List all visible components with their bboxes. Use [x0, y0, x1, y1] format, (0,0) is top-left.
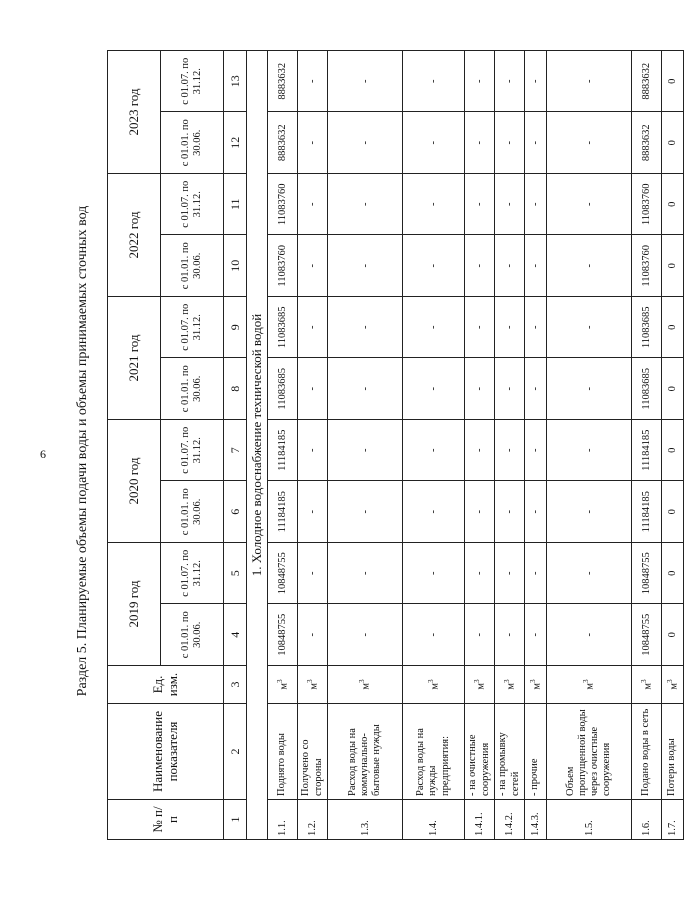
- row-number: 1.4.1.: [465, 800, 495, 840]
- value-cell: 0: [662, 604, 684, 666]
- unit-cell: $м^3$: [525, 666, 547, 704]
- indicator-name: Расход воды на коммунально-бытовые нужды: [328, 704, 403, 800]
- row-number: 1.7.: [662, 800, 684, 840]
- value-cell: 0: [662, 174, 684, 236]
- value-cell: -: [495, 174, 525, 236]
- column-number: 11: [224, 174, 247, 236]
- unit-cell: $м^3$: [403, 666, 465, 704]
- row-number: 1.4.: [403, 800, 465, 840]
- indicator-name: - на промывку сетей: [495, 704, 525, 800]
- value-cell: -: [298, 604, 328, 666]
- unit-cell: $м^3$: [495, 666, 525, 704]
- row-number: 1.4.2.: [495, 800, 525, 840]
- table-row: [328, 51, 403, 840]
- value-cell: -: [495, 604, 525, 666]
- value-cell: -: [298, 297, 328, 359]
- column-number: 8: [224, 358, 247, 420]
- value-cell: -: [328, 297, 403, 359]
- column-number: 9: [224, 297, 247, 359]
- header-name: Наименование показателя: [108, 704, 224, 800]
- column-number: 4: [224, 604, 247, 666]
- unit-cell: $м^3$: [547, 666, 632, 704]
- table-row: [403, 51, 465, 840]
- value-cell: -: [525, 112, 547, 174]
- value-cell: -: [525, 174, 547, 236]
- rotated-sheet: [75, 40, 680, 862]
- row-number: 1.3.: [328, 800, 403, 840]
- indicator-name: Объем пропущенной воды через очистные сооружения: [547, 704, 632, 800]
- value-cell: -: [298, 235, 328, 297]
- value-cell: -: [328, 604, 403, 666]
- value-cell: -: [525, 51, 547, 113]
- value-cell: -: [403, 420, 465, 482]
- value-cell: -: [547, 235, 632, 297]
- value-cell: -: [328, 543, 403, 605]
- column-number: 5: [224, 543, 247, 605]
- value-cell: 8883632: [632, 112, 662, 174]
- column-number: 2: [224, 704, 247, 800]
- value-cell: -: [547, 604, 632, 666]
- header-no: № п/п: [108, 800, 224, 840]
- table-row: [662, 51, 684, 840]
- value-cell: -: [328, 358, 403, 420]
- unit-cell: $м^3$: [328, 666, 403, 704]
- column-number: 12: [224, 112, 247, 174]
- value-cell: -: [403, 481, 465, 543]
- value-cell: -: [403, 543, 465, 605]
- value-cell: 11083685: [268, 297, 298, 359]
- value-cell: -: [298, 174, 328, 236]
- section-title: Раздел 5. Планируемые объемы подачи воды и объемы принимаемых сточных вод: [75, 205, 90, 697]
- value-cell: -: [298, 112, 328, 174]
- value-cell: 8883632: [268, 112, 298, 174]
- header-period-first: с 01.01. по 30.06.: [161, 112, 224, 174]
- row-number: 1.1.: [268, 800, 298, 840]
- value-cell: 0: [662, 297, 684, 359]
- subsection-title: 1. Холодное водоснабжение технической водой: [247, 51, 268, 840]
- value-cell: -: [525, 543, 547, 605]
- value-cell: -: [403, 112, 465, 174]
- value-cell: 10848755: [268, 543, 298, 605]
- value-cell: -: [495, 358, 525, 420]
- value-cell: 11083685: [632, 358, 662, 420]
- column-number: 13: [224, 51, 247, 113]
- unit-cell: $м^3$: [662, 666, 684, 704]
- value-cell: -: [525, 358, 547, 420]
- value-cell: 10848755: [632, 543, 662, 605]
- value-cell: 0: [662, 235, 684, 297]
- value-cell: -: [403, 358, 465, 420]
- page-number: 6: [40, 447, 46, 461]
- row-number: 1.6.: [632, 800, 662, 840]
- indicator-name: Расход воды на нужды предприятия:: [403, 704, 465, 800]
- value-cell: -: [465, 604, 495, 666]
- value-cell: -: [547, 420, 632, 482]
- water-volumes-table: [107, 50, 684, 840]
- header-period-first: с 01.01. по 30.06.: [161, 358, 224, 420]
- header-year-2020: 2020 год: [108, 420, 161, 543]
- value-cell: -: [465, 297, 495, 359]
- value-cell: 11083685: [268, 358, 298, 420]
- value-cell: -: [298, 543, 328, 605]
- value-cell: 0: [662, 51, 684, 113]
- value-cell: -: [328, 235, 403, 297]
- value-cell: 11184185: [268, 420, 298, 482]
- indicator-name: Поднято воды: [268, 704, 298, 800]
- unit-cell: $м^3$: [268, 666, 298, 704]
- value-cell: -: [465, 543, 495, 605]
- column-number-row: [224, 51, 247, 840]
- value-cell: -: [525, 420, 547, 482]
- value-cell: -: [465, 112, 495, 174]
- value-cell: 0: [662, 420, 684, 482]
- value-cell: -: [495, 112, 525, 174]
- column-number: 6: [224, 481, 247, 543]
- value-cell: -: [328, 112, 403, 174]
- value-cell: -: [525, 235, 547, 297]
- header-period-first: с 01.01. по 30.06.: [161, 604, 224, 666]
- value-cell: -: [328, 420, 403, 482]
- table-row: [298, 51, 328, 840]
- value-cell: 8883632: [268, 51, 298, 113]
- header-period-second: с 01.07. по 31.12.: [161, 174, 224, 236]
- value-cell: -: [525, 481, 547, 543]
- value-cell: 11184185: [632, 420, 662, 482]
- indicator-name: - прочие: [525, 704, 547, 800]
- value-cell: -: [465, 235, 495, 297]
- value-cell: -: [298, 420, 328, 482]
- unit-cell: $м^3$: [632, 666, 662, 704]
- header-year-2023: 2023 год: [108, 51, 161, 174]
- value-cell: -: [547, 51, 632, 113]
- indicator-name: Потери воды: [662, 704, 684, 800]
- value-cell: -: [495, 297, 525, 359]
- indicator-name: Получено со стороны: [298, 704, 328, 800]
- value-cell: 11083760: [268, 174, 298, 236]
- column-number: 10: [224, 235, 247, 297]
- value-cell: -: [465, 174, 495, 236]
- header-year-2021: 2021 год: [108, 297, 161, 420]
- header-period-second: с 01.07. по 31.12.: [161, 51, 224, 113]
- table-row: [547, 51, 632, 840]
- value-cell: -: [525, 604, 547, 666]
- table-body: [224, 51, 684, 840]
- value-cell: -: [495, 481, 525, 543]
- value-cell: -: [465, 420, 495, 482]
- value-cell: -: [403, 604, 465, 666]
- column-number: 3: [224, 666, 247, 704]
- value-cell: -: [403, 174, 465, 236]
- value-cell: 0: [662, 481, 684, 543]
- value-cell: -: [495, 51, 525, 113]
- header-year-2019: 2019 год: [108, 543, 161, 666]
- header-unit: Ед. изм.: [108, 666, 224, 704]
- value-cell: -: [298, 51, 328, 113]
- value-cell: -: [547, 543, 632, 605]
- table-row: [525, 51, 547, 840]
- value-cell: -: [465, 358, 495, 420]
- value-cell: -: [328, 174, 403, 236]
- value-cell: 0: [662, 358, 684, 420]
- value-cell: 11083760: [632, 235, 662, 297]
- subsection-row: [247, 51, 268, 840]
- value-cell: -: [547, 358, 632, 420]
- value-cell: -: [547, 174, 632, 236]
- header-year-2022: 2022 год: [108, 174, 161, 297]
- row-number: 1.2.: [298, 800, 328, 840]
- indicator-name: - на очистные сооружения: [465, 704, 495, 800]
- header-period-second: с 01.07. по 31.12.: [161, 543, 224, 605]
- value-cell: 10848755: [268, 604, 298, 666]
- value-cell: -: [495, 420, 525, 482]
- column-number: 1: [224, 800, 247, 840]
- value-cell: 11083760: [268, 235, 298, 297]
- value-cell: -: [495, 543, 525, 605]
- value-cell: 11184185: [268, 481, 298, 543]
- value-cell: 11184185: [632, 481, 662, 543]
- value-cell: -: [465, 51, 495, 113]
- table-row: [495, 51, 525, 840]
- value-cell: -: [298, 358, 328, 420]
- value-cell: 0: [662, 543, 684, 605]
- value-cell: -: [328, 51, 403, 113]
- value-cell: -: [328, 481, 403, 543]
- value-cell: 10848755: [632, 604, 662, 666]
- value-cell: -: [547, 297, 632, 359]
- value-cell: -: [403, 51, 465, 113]
- indicator-name: Подано воды в сеть: [632, 704, 662, 800]
- value-cell: -: [403, 297, 465, 359]
- unit-cell: $м^3$: [465, 666, 495, 704]
- value-cell: -: [465, 481, 495, 543]
- row-number: 1.4.3.: [525, 800, 547, 840]
- header-period-second: с 01.07. по 31.12.: [161, 297, 224, 359]
- header-period-first: с 01.01. по 30.06.: [161, 235, 224, 297]
- value-cell: 11083685: [632, 297, 662, 359]
- value-cell: -: [298, 481, 328, 543]
- value-cell: 11083760: [632, 174, 662, 236]
- value-cell: -: [547, 112, 632, 174]
- value-cell: -: [525, 297, 547, 359]
- value-cell: -: [547, 481, 632, 543]
- header-period-second: с 01.07. по 31.12.: [161, 420, 224, 482]
- table-row: [268, 51, 298, 840]
- header-period-first: с 01.01. по 30.06.: [161, 481, 224, 543]
- value-cell: -: [495, 235, 525, 297]
- table-row: [465, 51, 495, 840]
- table-row: [632, 51, 662, 840]
- column-number: 7: [224, 420, 247, 482]
- value-cell: 8883632: [632, 51, 662, 113]
- unit-cell: $м^3$: [298, 666, 328, 704]
- row-number: 1.5.: [547, 800, 632, 840]
- value-cell: 0: [662, 112, 684, 174]
- value-cell: -: [403, 235, 465, 297]
